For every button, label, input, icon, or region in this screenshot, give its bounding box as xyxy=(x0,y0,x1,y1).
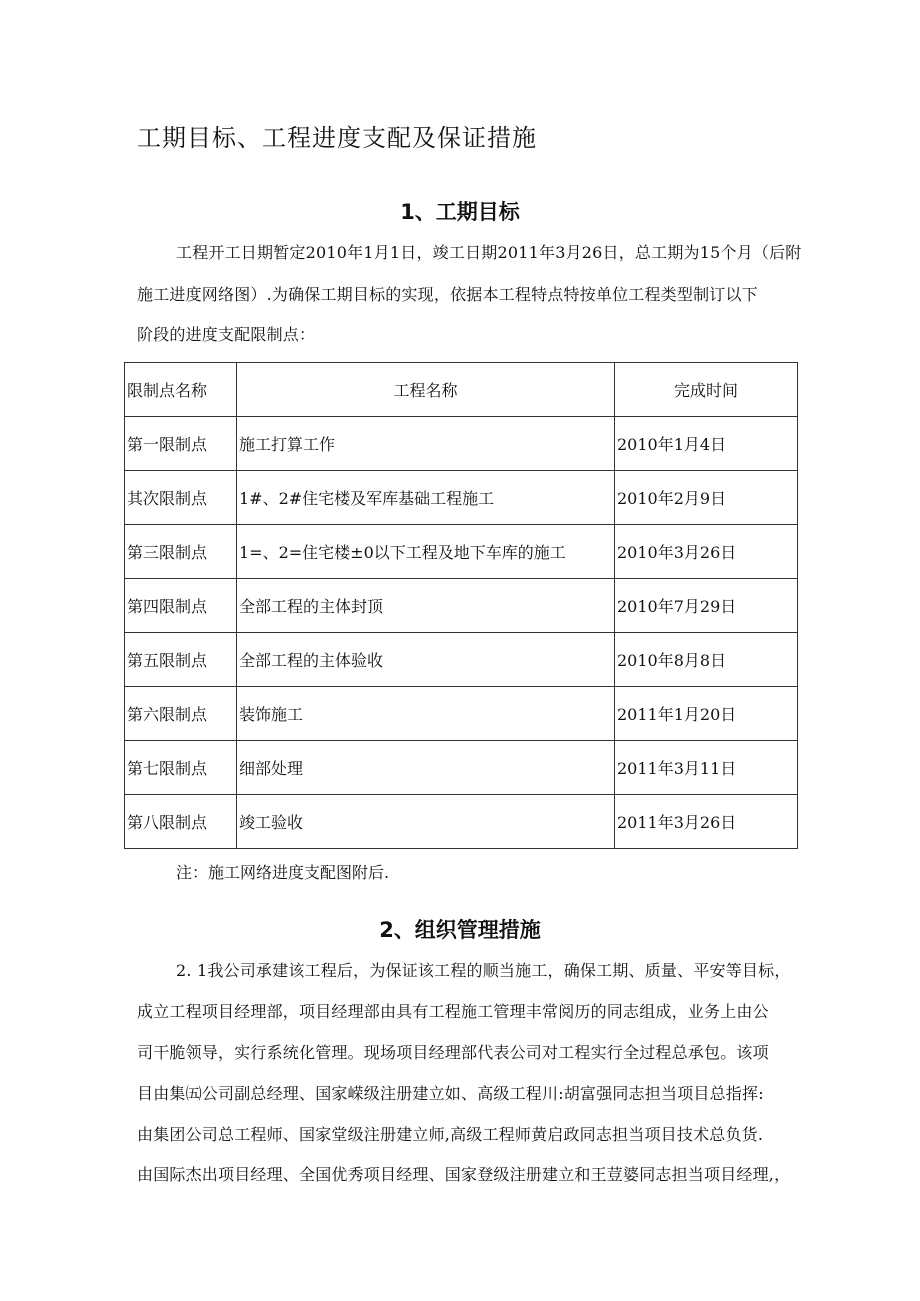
control-point-cell: 第八限制点 xyxy=(125,795,237,849)
completion-date-cell: 2010年1月4日 xyxy=(615,417,798,471)
project-name-cell: 全部工程的主体封顶 xyxy=(237,579,615,633)
section-1-heading: 1、工期目标 xyxy=(400,200,520,224)
paragraph-line: 由集团公司总工程师、国家堂级注册建立师,高级工程师黄启政同志担当项目技术总负货. xyxy=(137,1125,764,1144)
section-2-heading: 2、组织管理措施 xyxy=(379,918,541,942)
control-point-cell: 第五限制点 xyxy=(125,633,237,687)
completion-date-cell: 2011年3月26日 xyxy=(615,795,798,849)
paragraph-line: 司干脆领导，实行系统化管理。现场项目经理部代表公司对工程实行全过程总承包。该项 xyxy=(137,1043,769,1062)
control-point-cell: 第四限制点 xyxy=(125,579,237,633)
paragraph-line: 由国际杰出项目经理、全国优秀项目经理、国家登级注册建立和王荳婆同志担当项目经理,， xyxy=(137,1165,791,1184)
project-name-cell: 装饰施工 xyxy=(237,687,615,741)
table-row xyxy=(125,795,798,849)
completion-date-cell: 2010年3月26日 xyxy=(615,525,798,579)
completion-date-cell: 2011年3月11日 xyxy=(615,741,798,795)
table-row xyxy=(125,525,798,579)
control-point-cell: 第一限制点 xyxy=(125,417,237,471)
completion-date-cell: 2010年8月8日 xyxy=(615,633,798,687)
table-row xyxy=(125,579,798,633)
paragraph-line: 阶段的进度支配限制点： xyxy=(137,325,316,344)
table-row xyxy=(125,417,798,471)
paragraph-line: 2. 1我公司承建该工程后，为保证该工程的顺当施工，确保工期、质量、平安等目标， xyxy=(176,961,791,980)
control-point-cell: 第六限制点 xyxy=(125,687,237,741)
paragraph-line: 成立工程项目经理部，项目经理部由具有工程施工管理丰常阅历的同志组成，业务上由公 xyxy=(137,1002,769,1021)
project-name-cell: 细部处理 xyxy=(237,741,615,795)
completion-date-cell: 2010年2月9日 xyxy=(615,471,798,525)
header-project-name: 工程名称 xyxy=(237,363,615,417)
table-row xyxy=(125,471,798,525)
completion-date-cell: 2011年1月20日 xyxy=(615,687,798,741)
control-point-cell: 第七限制点 xyxy=(125,741,237,795)
paragraph-line: 工程开工日期暂定2010年1月1日，竣工日期2011年3月26日，总工期为15个月（后附 xyxy=(176,243,802,262)
project-name-cell: 竣工验收 xyxy=(237,795,615,849)
paragraph-line: 目由集㈤公司副总经理、国家嵘级注册建立如、高级工程川:胡富强同志担当项目总指挥: xyxy=(137,1084,764,1103)
table-row xyxy=(125,687,798,741)
project-name-cell: 施工打算工作 xyxy=(237,417,615,471)
paragraph-line: 施工进度网络图）.为确保工期目标的实现，依据本工程特点特按单位工程类型制订以下 xyxy=(137,285,758,304)
project-name-cell: 1#、2#住宅楼及军库基础工程施工 xyxy=(237,471,615,525)
completion-date-cell: 2010年7月29日 xyxy=(615,579,798,633)
schedule-table xyxy=(124,362,798,849)
table-row xyxy=(125,633,798,687)
page-title: 工期目标、工程进度支配及保证措施 xyxy=(137,124,537,152)
header-completion-date: 完成时间 xyxy=(615,363,798,417)
control-point-cell: 第三限制点 xyxy=(125,525,237,579)
project-name-cell: 全部工程的主体验收 xyxy=(237,633,615,687)
project-name-cell: 1=、2=住宅楼±0以下工程及地下车库的施工 xyxy=(237,525,615,579)
table-note: 注：施工网络进度支配图附后. xyxy=(176,863,390,882)
header-control-point: 限制点名称 xyxy=(125,363,237,417)
table-header-row xyxy=(125,363,798,417)
table-row xyxy=(125,741,798,795)
control-point-cell: 其次限制点 xyxy=(125,471,237,525)
